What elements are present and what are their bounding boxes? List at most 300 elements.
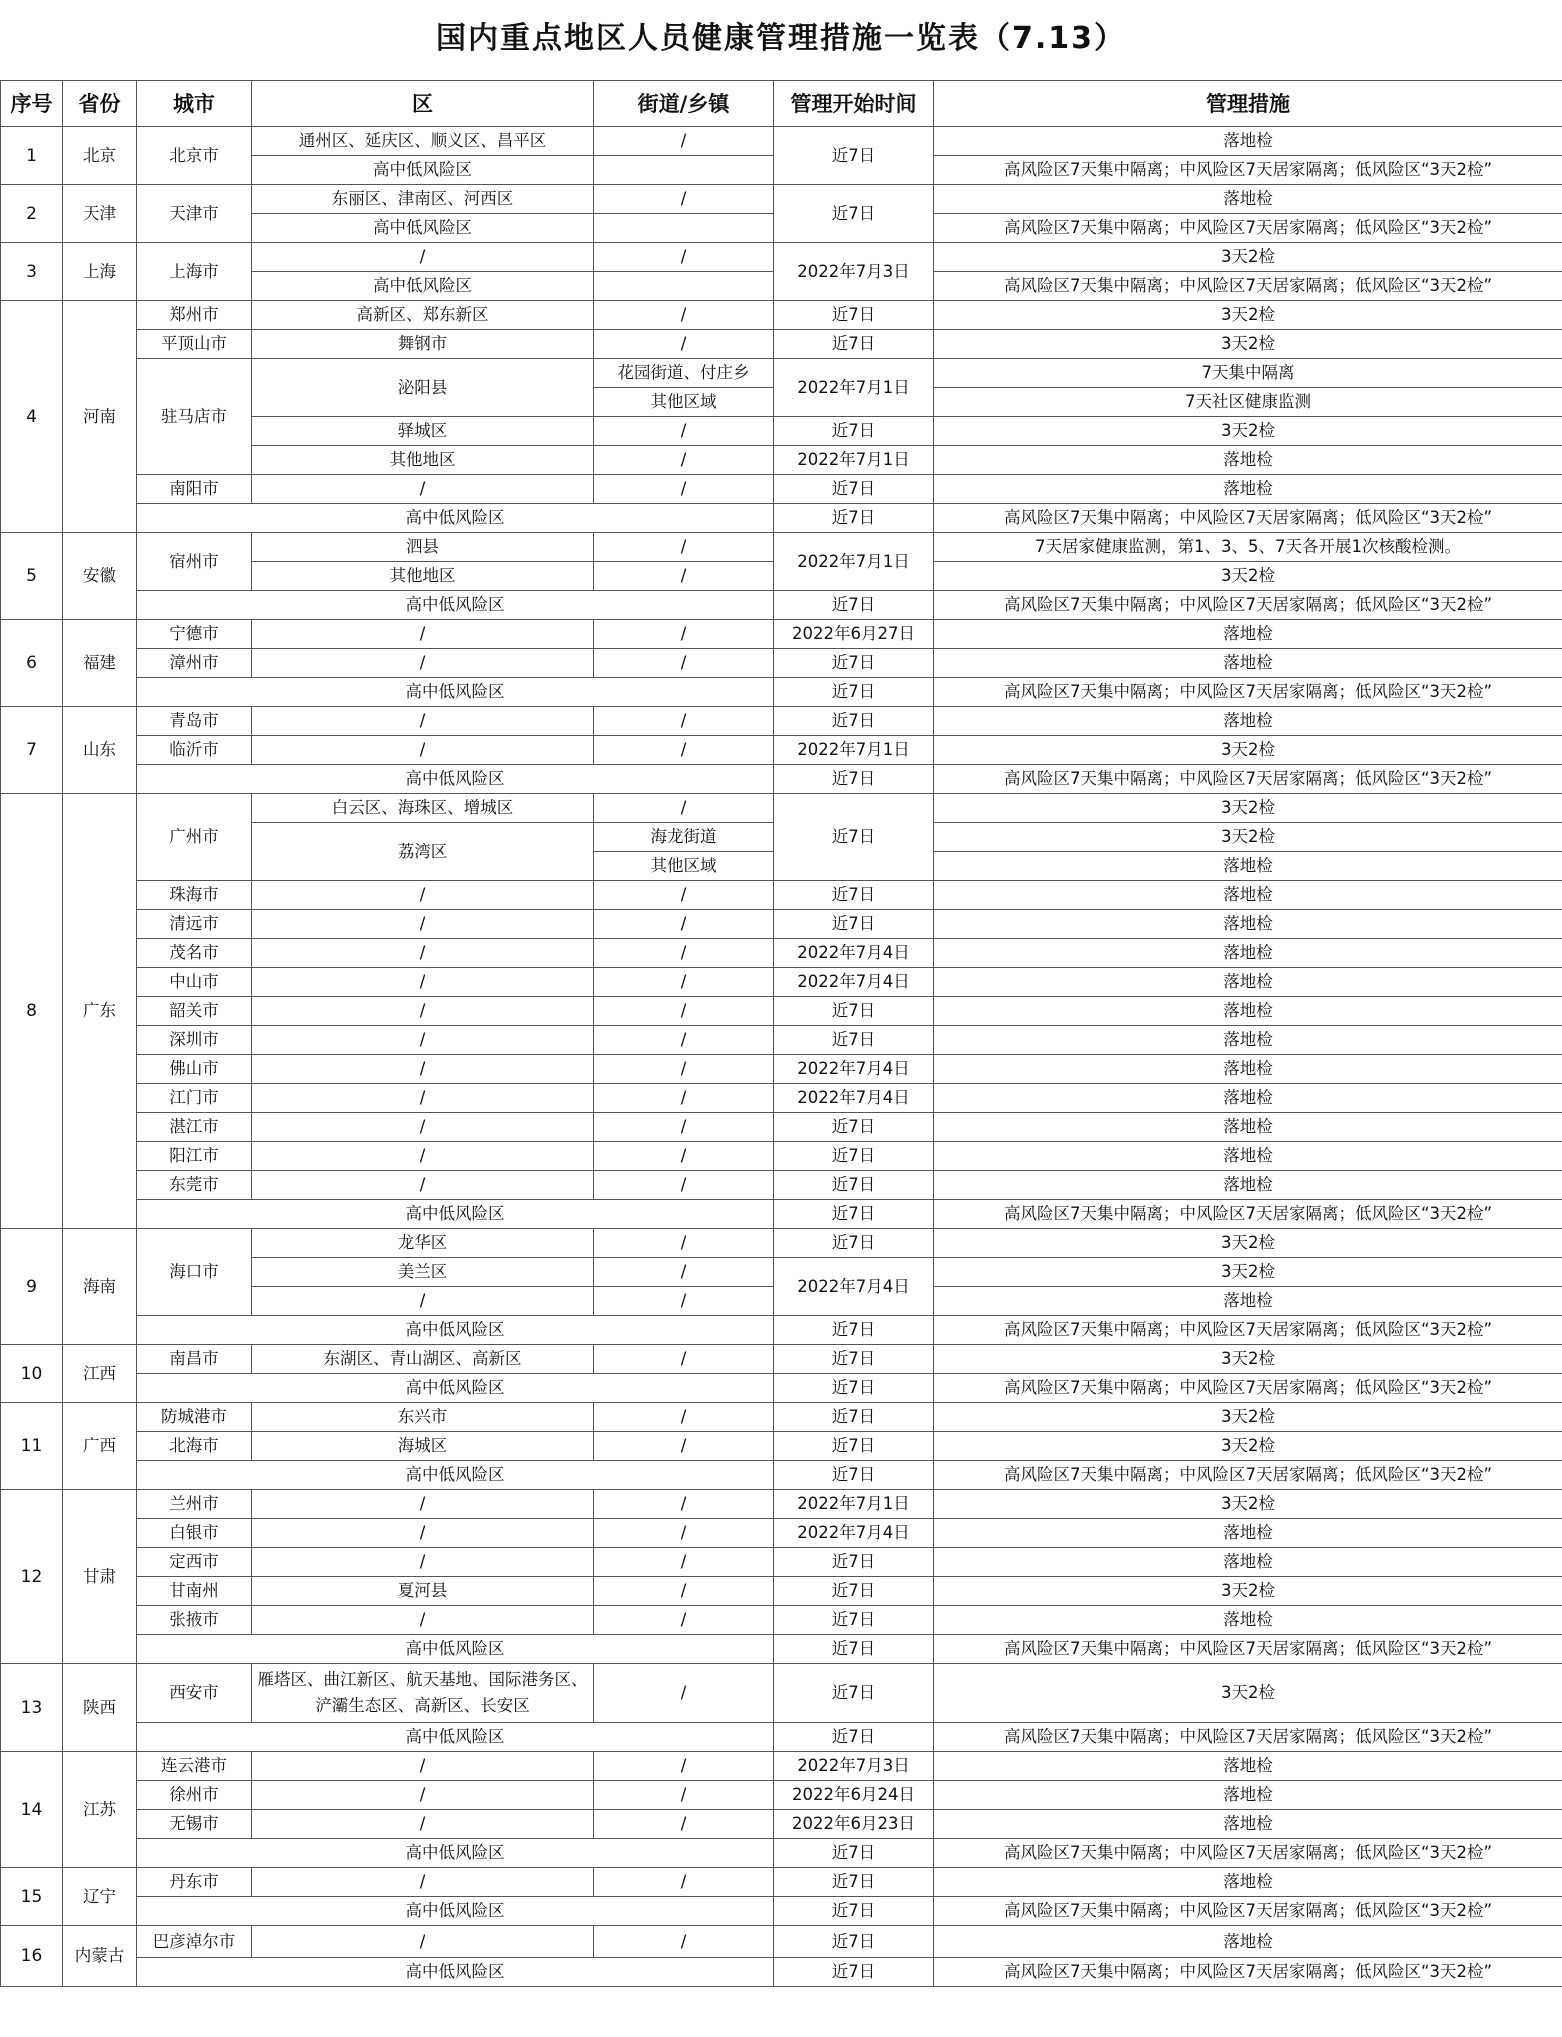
start-time-cell: 近7日 xyxy=(774,678,934,707)
measure-cell: 落地检 xyxy=(934,1548,1562,1577)
row-number: 5 xyxy=(1,533,63,620)
street-cell xyxy=(594,272,774,301)
row-number: 12 xyxy=(1,1490,63,1664)
city-cell: 东莞市 xyxy=(137,1171,252,1200)
city-cell: 防城港市 xyxy=(137,1403,252,1432)
district-cell: 海城区 xyxy=(252,1432,594,1461)
start-time-cell: 近7日 xyxy=(774,1200,934,1229)
table-row xyxy=(1,1113,1562,1142)
table-row xyxy=(1,475,1562,504)
province-cell: 上海 xyxy=(63,243,137,301)
district-cell: / xyxy=(252,997,594,1026)
measure-cell: 3天2检 xyxy=(934,1258,1562,1287)
row-number: 7 xyxy=(1,707,63,794)
measure-cell: 3天2检 xyxy=(934,1345,1562,1374)
table-row xyxy=(1,1519,1562,1548)
table-row xyxy=(1,1752,1562,1781)
table-row xyxy=(1,1958,1562,1987)
area-cell: 高中低风险区 xyxy=(137,1723,774,1752)
table-row xyxy=(1,881,1562,910)
measure-cell: 3天2检 xyxy=(934,1577,1562,1606)
province-cell: 河南 xyxy=(63,301,137,533)
row-number: 16 xyxy=(1,1926,63,1987)
street-cell: / xyxy=(594,533,774,562)
district-cell: / xyxy=(252,1926,594,1958)
table-row xyxy=(1,1432,1562,1461)
province-cell: 北京 xyxy=(63,127,137,185)
start-time-cell: 近7日 xyxy=(774,1374,934,1403)
measure-cell: 落地检 xyxy=(934,881,1562,910)
district-cell: 白云区、海珠区、增城区 xyxy=(252,794,594,823)
start-time-cell: 2022年7月1日 xyxy=(774,533,934,591)
table-row xyxy=(1,1897,1562,1926)
street-cell: / xyxy=(594,1577,774,1606)
city-cell: 佛山市 xyxy=(137,1055,252,1084)
table-row xyxy=(1,1316,1562,1345)
start-time-cell: 近7日 xyxy=(774,1868,934,1897)
table-row xyxy=(1,243,1562,272)
measure-cell: 落地检 xyxy=(934,1287,1562,1316)
measure-cell: 高风险区7天集中隔离；中风险区7天居家隔离；低风险区“3天2检” xyxy=(934,1635,1562,1664)
area-cell: 高中低风险区 xyxy=(137,1958,774,1987)
district-cell: / xyxy=(252,1606,594,1635)
row-number: 13 xyxy=(1,1664,63,1752)
province-cell: 辽宁 xyxy=(63,1868,137,1926)
measure-cell: 落地检 xyxy=(934,1142,1562,1171)
table-row xyxy=(1,127,1562,156)
street-cell: / xyxy=(594,649,774,678)
street-cell: / xyxy=(594,562,774,591)
start-time-cell: 近7日 xyxy=(774,1316,934,1345)
city-cell: 宁德市 xyxy=(137,620,252,649)
district-cell: 美兰区 xyxy=(252,1258,594,1287)
start-time-cell: 近7日 xyxy=(774,649,934,678)
street-cell: / xyxy=(594,939,774,968)
measure-cell: 落地检 xyxy=(934,1026,1562,1055)
district-cell: / xyxy=(252,1171,594,1200)
start-time-cell: 近7日 xyxy=(774,794,934,881)
start-time-cell: 近7日 xyxy=(774,475,934,504)
city-cell: 南昌市 xyxy=(137,1345,252,1374)
street-cell: / xyxy=(594,330,774,359)
table-row xyxy=(1,1723,1562,1752)
start-time-cell: 近7日 xyxy=(774,1432,934,1461)
city-cell: 湛江市 xyxy=(137,1113,252,1142)
street-cell: / xyxy=(594,417,774,446)
table-row xyxy=(1,794,1562,823)
start-time-cell: 近7日 xyxy=(774,910,934,939)
row-number: 2 xyxy=(1,185,63,243)
start-time-cell: 近7日 xyxy=(774,1229,934,1258)
province-cell: 福建 xyxy=(63,620,137,707)
table-row xyxy=(1,968,1562,997)
start-time-cell: 2022年7月4日 xyxy=(774,1055,934,1084)
row-number: 4 xyxy=(1,301,63,533)
start-time-cell: 近7日 xyxy=(774,504,934,533)
street-cell: / xyxy=(594,794,774,823)
measure-cell: 3天2检 xyxy=(934,1403,1562,1432)
district-cell: 东丽区、津南区、河西区 xyxy=(252,185,594,214)
city-cell: 深圳市 xyxy=(137,1026,252,1055)
district-cell: 东兴市 xyxy=(252,1403,594,1432)
start-time-cell: 近7日 xyxy=(774,1606,934,1635)
row-number: 3 xyxy=(1,243,63,301)
district-cell: / xyxy=(252,243,594,272)
table-row xyxy=(1,997,1562,1026)
table-row xyxy=(1,1810,1562,1839)
page-title: 国内重点地区人员健康管理措施一览表（7.13） xyxy=(435,21,1127,56)
header-start-time: 管理开始时间 xyxy=(774,81,934,127)
street-cell: / xyxy=(594,1432,774,1461)
table-row xyxy=(1,1926,1562,1958)
measure-cell: 落地检 xyxy=(934,968,1562,997)
measure-cell: 落地检 xyxy=(934,997,1562,1026)
table-row xyxy=(1,1055,1562,1084)
district-cell: 龙华区 xyxy=(252,1229,594,1258)
measure-cell: 3天2检 xyxy=(934,1664,1562,1723)
table-row xyxy=(1,939,1562,968)
measure-cell: 落地检 xyxy=(934,910,1562,939)
start-time-cell: 近7日 xyxy=(774,1171,934,1200)
street-cell: / xyxy=(594,1229,774,1258)
area-cell: 高中低风险区 xyxy=(137,1200,774,1229)
district-cell: / xyxy=(252,910,594,939)
district-cell: / xyxy=(252,1490,594,1519)
measure-cell: 落地检 xyxy=(934,1519,1562,1548)
start-time-cell: 近7日 xyxy=(774,1958,934,1987)
street-cell: / xyxy=(594,1810,774,1839)
measure-cell: 高风险区7天集中隔离；中风险区7天居家隔离；低风险区“3天2检” xyxy=(934,678,1562,707)
measure-cell: 高风险区7天集中隔离；中风险区7天居家隔离；低风险区“3天2检” xyxy=(934,504,1562,533)
measure-cell: 落地检 xyxy=(934,446,1562,475)
street-cell: / xyxy=(594,1781,774,1810)
measure-cell: 落地检 xyxy=(934,649,1562,678)
district-cell: / xyxy=(252,1519,594,1548)
street-cell: / xyxy=(594,1548,774,1577)
city-cell: 中山市 xyxy=(137,968,252,997)
start-time-cell: 2022年7月4日 xyxy=(774,1519,934,1548)
measure-cell: 高风险区7天集中隔离；中风险区7天居家隔离；低风险区“3天2检” xyxy=(934,1723,1562,1752)
start-time-cell: 近7日 xyxy=(774,591,934,620)
measure-cell: 落地检 xyxy=(934,620,1562,649)
measure-cell: 落地检 xyxy=(934,1810,1562,1839)
measure-cell: 高风险区7天集中隔离；中风险区7天居家隔离；低风险区“3天2检” xyxy=(934,1200,1562,1229)
row-number: 14 xyxy=(1,1752,63,1868)
district-cell: / xyxy=(252,1548,594,1577)
start-time-cell: 2022年6月23日 xyxy=(774,1810,934,1839)
area-cell: 高中低风险区 xyxy=(137,765,774,794)
province-cell: 甘肃 xyxy=(63,1490,137,1664)
district-cell: / xyxy=(252,881,594,910)
row-number: 11 xyxy=(1,1403,63,1490)
street-cell: / xyxy=(594,1345,774,1374)
city-cell: 韶关市 xyxy=(137,997,252,1026)
start-time-cell: 近7日 xyxy=(774,127,934,185)
table-row xyxy=(1,301,1562,330)
street-cell: 其他区域 xyxy=(594,852,774,881)
area-cell: 高中低风险区 xyxy=(137,1897,774,1926)
district-cell: 夏河县 xyxy=(252,1577,594,1606)
street-cell: / xyxy=(594,1926,774,1958)
start-time-cell: 近7日 xyxy=(774,330,934,359)
measure-cell: 落地检 xyxy=(934,1055,1562,1084)
table-row xyxy=(1,1490,1562,1519)
measure-cell: 3天2检 xyxy=(934,243,1562,272)
table-row xyxy=(1,1142,1562,1171)
street-cell: / xyxy=(594,1113,774,1142)
district-cell: 通州区、延庆区、顺义区、昌平区 xyxy=(252,127,594,156)
start-time-cell: 近7日 xyxy=(774,301,934,330)
street-cell: / xyxy=(594,968,774,997)
header-province: 省份 xyxy=(63,81,137,127)
city-cell: 广州市 xyxy=(137,794,252,881)
city-cell: 阳江市 xyxy=(137,1142,252,1171)
district-cell: 泗县 xyxy=(252,533,594,562)
table-row xyxy=(1,1461,1562,1490)
district-cell: 荔湾区 xyxy=(252,823,594,881)
measure-cell: 高风险区7天集中隔离；中风险区7天居家隔离；低风险区“3天2检” xyxy=(934,1461,1562,1490)
province-cell: 海南 xyxy=(63,1229,137,1345)
start-time-cell: 近7日 xyxy=(774,765,934,794)
street-cell: / xyxy=(594,127,774,156)
measure-cell: 落地检 xyxy=(934,1606,1562,1635)
city-cell: 张掖市 xyxy=(137,1606,252,1635)
measure-cell: 落地检 xyxy=(934,1171,1562,1200)
street-cell: / xyxy=(594,1055,774,1084)
measure-cell: 落地检 xyxy=(934,185,1562,214)
street-cell: / xyxy=(594,1142,774,1171)
table-row xyxy=(1,707,1562,736)
table-row xyxy=(1,359,1562,388)
district-cell: / xyxy=(252,1113,594,1142)
table-row xyxy=(1,1026,1562,1055)
start-time-cell: 2022年7月4日 xyxy=(774,1258,934,1316)
street-cell: / xyxy=(594,736,774,765)
start-time-cell: 近7日 xyxy=(774,1026,934,1055)
measure-cell: 高风险区7天集中隔离；中风险区7天居家隔离；低风险区“3天2检” xyxy=(934,214,1562,243)
district-cell: / xyxy=(252,1752,594,1781)
city-cell: 海口市 xyxy=(137,1229,252,1316)
table-row xyxy=(1,533,1562,562)
measure-cell: 3天2检 xyxy=(934,330,1562,359)
district-cell: 高新区、郑东新区 xyxy=(252,301,594,330)
city-cell: 青岛市 xyxy=(137,707,252,736)
city-cell: 西安市 xyxy=(137,1664,252,1723)
table-row xyxy=(1,185,1562,214)
header-no: 序号 xyxy=(1,81,63,127)
measure-cell: 落地检 xyxy=(934,127,1562,156)
start-time-cell: 近7日 xyxy=(774,1839,934,1868)
start-time-cell: 2022年7月1日 xyxy=(774,1490,934,1519)
street-cell: / xyxy=(594,997,774,1026)
area-cell: 高中低风险区 xyxy=(137,1374,774,1403)
measure-cell: 3天2检 xyxy=(934,417,1562,446)
start-time-cell: 2022年7月4日 xyxy=(774,968,934,997)
start-time-cell: 近7日 xyxy=(774,1577,934,1606)
area-cell: 高中低风险区 xyxy=(137,504,774,533)
measure-cell: 3天2检 xyxy=(934,1490,1562,1519)
street-cell: / xyxy=(594,301,774,330)
district-cell: / xyxy=(252,1055,594,1084)
measure-cell: 落地检 xyxy=(934,707,1562,736)
start-time-cell: 近7日 xyxy=(774,1897,934,1926)
district-cell: 其他地区 xyxy=(252,446,594,475)
start-time-cell: 近7日 xyxy=(774,997,934,1026)
measure-cell: 3天2检 xyxy=(934,794,1562,823)
district-cell: 其他地区 xyxy=(252,562,594,591)
province-cell: 天津 xyxy=(63,185,137,243)
measure-cell: 落地检 xyxy=(934,1113,1562,1142)
province-cell: 山东 xyxy=(63,707,137,794)
street-cell: 其他区域 xyxy=(594,388,774,417)
city-cell: 北京市 xyxy=(137,127,252,185)
district-cell: / xyxy=(252,1810,594,1839)
street-cell: / xyxy=(594,475,774,504)
city-cell: 丹东市 xyxy=(137,1868,252,1897)
city-cell: 上海市 xyxy=(137,243,252,301)
measure-cell: 3天2检 xyxy=(934,1229,1562,1258)
measure-cell: 7天社区健康监测 xyxy=(934,388,1562,417)
start-time-cell: 近7日 xyxy=(774,881,934,910)
table-row xyxy=(1,1229,1562,1258)
street-cell xyxy=(594,214,774,243)
district-cell: 高中低风险区 xyxy=(252,214,594,243)
province-cell: 广东 xyxy=(63,794,137,1229)
header-measure: 管理措施 xyxy=(934,81,1562,127)
table-row xyxy=(1,1839,1562,1868)
district-cell: / xyxy=(252,968,594,997)
area-cell: 高中低风险区 xyxy=(137,1461,774,1490)
street-cell: / xyxy=(594,1606,774,1635)
start-time-cell: 2022年7月1日 xyxy=(774,446,934,475)
street-cell: / xyxy=(594,1868,774,1897)
start-time-cell: 近7日 xyxy=(774,417,934,446)
district-cell: / xyxy=(252,1868,594,1897)
table-body xyxy=(1,127,1562,1987)
street-cell: / xyxy=(594,1171,774,1200)
table-row xyxy=(1,504,1562,533)
measure-cell: 落地检 xyxy=(934,1781,1562,1810)
area-cell: 高中低风险区 xyxy=(137,591,774,620)
city-cell: 甘南州 xyxy=(137,1577,252,1606)
city-cell: 兰州市 xyxy=(137,1490,252,1519)
street-cell: 花园街道、付庄乡 xyxy=(594,359,774,388)
city-cell: 宿州市 xyxy=(137,533,252,591)
district-cell: / xyxy=(252,649,594,678)
measure-cell: 落地检 xyxy=(934,852,1562,881)
district-cell: / xyxy=(252,939,594,968)
district-cell: / xyxy=(252,1287,594,1316)
measure-cell: 7天集中隔离 xyxy=(934,359,1562,388)
district-cell: 驿城区 xyxy=(252,417,594,446)
province-cell: 安徽 xyxy=(63,533,137,620)
row-number: 9 xyxy=(1,1229,63,1345)
measure-cell: 3天2检 xyxy=(934,1432,1562,1461)
city-cell: 驻马店市 xyxy=(137,359,252,475)
measure-cell: 高风险区7天集中隔离；中风险区7天居家隔离；低风险区“3天2检” xyxy=(934,156,1562,185)
measure-cell: 落地检 xyxy=(934,1752,1562,1781)
district-cell: 泌阳县 xyxy=(252,359,594,417)
city-cell: 定西市 xyxy=(137,1548,252,1577)
street-cell: / xyxy=(594,707,774,736)
city-cell: 临沂市 xyxy=(137,736,252,765)
city-cell: 漳州市 xyxy=(137,649,252,678)
city-cell: 茂名市 xyxy=(137,939,252,968)
district-cell: / xyxy=(252,1142,594,1171)
city-cell: 郑州市 xyxy=(137,301,252,330)
district-cell: / xyxy=(252,1781,594,1810)
district-cell: / xyxy=(252,620,594,649)
start-time-cell: 2022年7月4日 xyxy=(774,1084,934,1113)
start-time-cell: 近7日 xyxy=(774,1723,934,1752)
street-cell: 海龙街道 xyxy=(594,823,774,852)
measure-cell: 3天2检 xyxy=(934,562,1562,591)
area-cell: 高中低风险区 xyxy=(137,1635,774,1664)
start-time-cell: 2022年7月3日 xyxy=(774,1752,934,1781)
table-row xyxy=(1,649,1562,678)
city-cell: 白银市 xyxy=(137,1519,252,1548)
district-cell: / xyxy=(252,736,594,765)
city-cell: 江门市 xyxy=(137,1084,252,1113)
table-row xyxy=(1,1606,1562,1635)
measure-cell: 落地检 xyxy=(934,1868,1562,1897)
district-cell: 高中低风险区 xyxy=(252,156,594,185)
measure-cell: 高风险区7天集中隔离；中风险区7天居家隔离；低风险区“3天2检” xyxy=(934,1958,1562,1987)
district-cell: / xyxy=(252,475,594,504)
street-cell: / xyxy=(594,1287,774,1316)
province-cell: 江西 xyxy=(63,1345,137,1403)
row-number: 1 xyxy=(1,127,63,185)
street-cell: / xyxy=(594,1519,774,1548)
city-cell: 平顶山市 xyxy=(137,330,252,359)
province-cell: 内蒙古 xyxy=(63,1926,137,1987)
header-row xyxy=(1,81,1562,127)
area-cell: 高中低风险区 xyxy=(137,1316,774,1345)
start-time-cell: 近7日 xyxy=(774,1635,934,1664)
city-cell: 清远市 xyxy=(137,910,252,939)
table-row xyxy=(1,1403,1562,1432)
measure-cell: 高风险区7天集中隔离；中风险区7天居家隔离；低风险区“3天2检” xyxy=(934,1374,1562,1403)
table-row xyxy=(1,1781,1562,1810)
district-cell: 雁塔区、曲江新区、航天基地、国际港务区、浐灞生态区、高新区、长安区 xyxy=(252,1664,594,1723)
measure-cell: 高风险区7天集中隔离；中风险区7天居家隔离；低风险区“3天2检” xyxy=(934,765,1562,794)
start-time-cell: 近7日 xyxy=(774,1461,934,1490)
city-cell: 珠海市 xyxy=(137,881,252,910)
measure-cell: 落地检 xyxy=(934,1084,1562,1113)
measure-cell: 3天2检 xyxy=(934,823,1562,852)
table-row xyxy=(1,591,1562,620)
city-cell: 南阳市 xyxy=(137,475,252,504)
measure-cell: 高风险区7天集中隔离；中风险区7天居家隔离；低风险区“3天2检” xyxy=(934,272,1562,301)
street-cell: / xyxy=(594,185,774,214)
table-row xyxy=(1,1200,1562,1229)
measure-cell: 3天2检 xyxy=(934,301,1562,330)
table-row xyxy=(1,1171,1562,1200)
city-cell: 连云港市 xyxy=(137,1752,252,1781)
start-time-cell: 2022年7月3日 xyxy=(774,243,934,301)
table-row xyxy=(1,1548,1562,1577)
street-cell: / xyxy=(594,1084,774,1113)
table-row xyxy=(1,1635,1562,1664)
row-number: 15 xyxy=(1,1868,63,1926)
measure-cell: 高风险区7天集中隔离；中风险区7天居家隔离；低风险区“3天2检” xyxy=(934,1839,1562,1868)
header-street: 街道/乡镇 xyxy=(594,81,774,127)
table-row xyxy=(1,330,1562,359)
measure-cell: 7天居家健康监测，第1、3、5、7天各开展1次核酸检测。 xyxy=(934,533,1562,562)
start-time-cell: 2022年7月1日 xyxy=(774,736,934,765)
table-row xyxy=(1,910,1562,939)
start-time-cell: 近7日 xyxy=(774,1548,934,1577)
